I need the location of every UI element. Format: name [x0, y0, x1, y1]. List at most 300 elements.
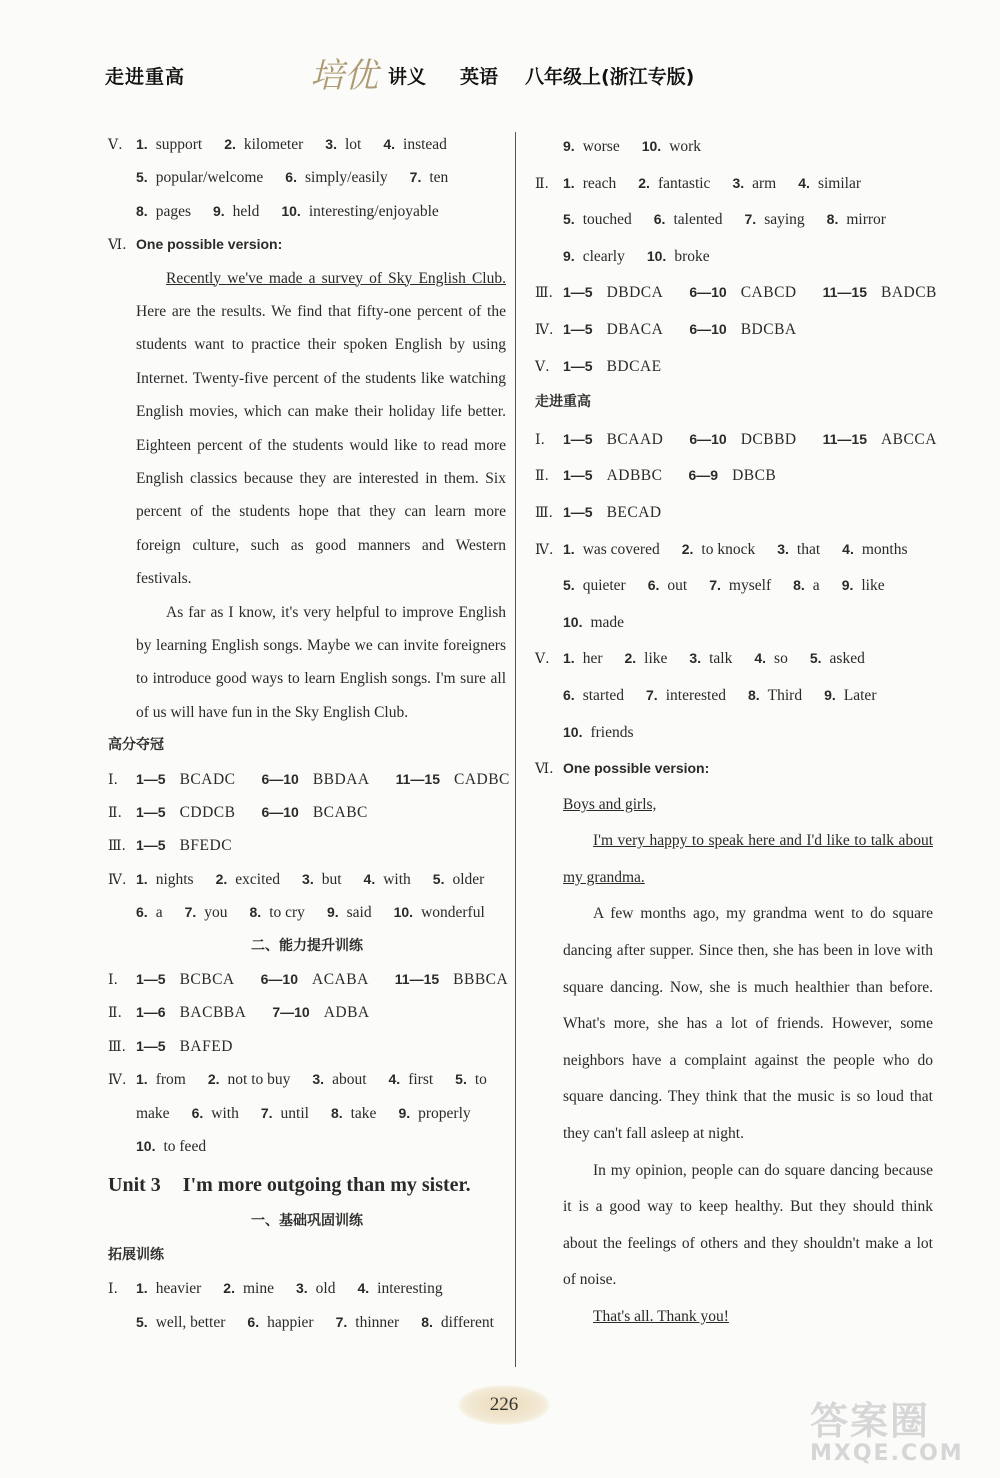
item-number: 3.	[312, 1071, 325, 1088]
item-number: 3.	[325, 136, 337, 152]
answer-item	[563, 687, 624, 704]
item-number: 1.	[136, 1280, 148, 1297]
answer-row	[535, 677, 933, 714]
speech-closing	[563, 1299, 933, 1336]
answer-item	[563, 175, 616, 192]
item-answer: her	[582, 650, 603, 668]
essay-opening: Recently we've made a survey of Sky English Club.	[166, 269, 506, 287]
zoujin-answers	[535, 421, 937, 750]
answer-item	[732, 175, 776, 192]
series-logo: 培优	[310, 56, 378, 96]
answer-item	[250, 904, 305, 921]
item-number: 6.	[136, 904, 148, 921]
item-answer: work	[669, 138, 702, 155]
item-number: 6.	[563, 686, 575, 703]
column-divider	[515, 132, 516, 1367]
answer-item	[136, 203, 191, 220]
answer-item	[223, 1280, 274, 1297]
item-answer: to	[474, 1071, 487, 1089]
answer-row	[108, 1306, 506, 1339]
item-number: 6.	[647, 577, 660, 594]
range-label: 1—6	[136, 1004, 166, 1021]
item-answer: to knock	[701, 540, 756, 558]
item-number: 4.	[357, 1280, 370, 1297]
item-answer: broke	[674, 247, 710, 265]
item-number: 1.	[136, 136, 148, 152]
roman-numeral: Ⅵ.	[108, 237, 127, 254]
roman-numeral: Ⅰ.	[108, 771, 118, 788]
item-number: 4.	[388, 1071, 401, 1088]
choice-sequence: BBBCA	[453, 970, 509, 988]
item-number: 9.	[212, 202, 225, 219]
item-number: 1.	[136, 870, 148, 887]
item-answer: myself	[728, 577, 772, 595]
item-answer: with	[383, 870, 411, 888]
roman-numeral: Ⅲ.	[108, 1038, 126, 1055]
closing-text: That's all. Thank you!	[593, 1308, 729, 1325]
answer-item	[213, 203, 259, 220]
answer-row	[535, 714, 933, 751]
answer-item	[563, 577, 626, 594]
item-answer: similar	[817, 174, 861, 192]
item-number: 9.	[326, 904, 339, 921]
item-number: 7.	[409, 169, 422, 186]
range-label: 1—5	[136, 1037, 166, 1054]
item-answer: quieter	[582, 577, 626, 595]
unit-title: I'm more outgoing than my sister.	[182, 1174, 471, 1197]
section-vi-heading	[108, 228, 506, 261]
item-answer: was covered	[582, 540, 660, 558]
answer-item	[410, 169, 449, 186]
answer-item	[842, 541, 907, 558]
item-number: 9.	[841, 577, 854, 594]
choice-sequence: CADBC	[453, 770, 510, 788]
roman-numeral: Ⅴ.	[535, 358, 550, 375]
item-number: 3.	[689, 650, 702, 667]
item-number: 4.	[363, 870, 376, 887]
speech-essay	[535, 787, 933, 1336]
answer-item	[281, 203, 438, 220]
item-answer: interested	[665, 686, 726, 704]
answer-item	[247, 1314, 313, 1331]
answer-row	[108, 161, 506, 194]
range-label: 6—10	[689, 320, 727, 337]
answer-item	[563, 614, 624, 631]
choice-sequence: BDCAE	[606, 357, 662, 375]
range-label: 11—15	[822, 430, 867, 447]
item-answer: you	[204, 904, 228, 922]
item-answer: reach	[582, 174, 617, 192]
answer-item	[624, 650, 667, 667]
answer-item	[136, 1105, 170, 1122]
answer-item	[216, 871, 280, 888]
choice-row	[108, 996, 506, 1029]
range-label: 1—5	[136, 970, 166, 987]
range-label: 1—5	[563, 284, 593, 301]
item-number: 5.	[432, 870, 445, 887]
item-number: 7.	[744, 211, 757, 228]
answer-item	[777, 541, 820, 558]
item-number: 5.	[563, 577, 575, 594]
item-answer: a	[155, 904, 163, 922]
item-number: 8.	[136, 202, 148, 219]
answer-row	[535, 531, 933, 568]
item-answer: like	[644, 650, 668, 668]
item-answer: heavier	[155, 1280, 202, 1298]
range-label: 6—9	[688, 467, 719, 484]
doc-type: 讲义	[388, 66, 427, 88]
range-label: 1—5	[136, 770, 166, 787]
item-number: 10.	[393, 904, 414, 921]
roman-numeral: Ⅱ.	[108, 805, 122, 822]
answer-item	[563, 211, 632, 228]
item-number: 9.	[563, 247, 575, 264]
roman-numeral: Ⅳ.	[108, 1072, 127, 1089]
item-number: 8.	[421, 1313, 433, 1330]
item-number: 10.	[641, 138, 662, 154]
nengli-answers	[108, 963, 509, 1163]
item-number: 2.	[681, 540, 694, 557]
answer-item	[754, 650, 787, 667]
item-answer: first	[408, 1071, 434, 1089]
item-answer: like	[861, 577, 885, 595]
answer-item	[192, 1105, 239, 1122]
item-answer: but	[321, 870, 342, 888]
item-answer: months	[861, 540, 908, 558]
item-answer: mine	[242, 1280, 274, 1298]
section-title-gaofen: 高分夺冠	[108, 737, 164, 754]
choice-answers	[535, 274, 937, 384]
item-answer: about	[332, 1071, 367, 1089]
answer-item	[364, 871, 411, 888]
answer-item	[136, 871, 194, 888]
choice-sequence: BDCBA	[740, 320, 797, 338]
item-number: 7.	[335, 1313, 348, 1330]
watermark-text: 答案圈	[810, 1399, 931, 1443]
item-answer: Third	[767, 686, 803, 704]
answer-row	[535, 128, 933, 165]
item-answer: that	[796, 540, 821, 558]
item-answer: made	[590, 613, 625, 631]
item-number: 10.	[563, 723, 583, 740]
item-answer: ten	[429, 169, 449, 187]
roman-numeral: Ⅲ.	[535, 285, 553, 302]
answer-item	[394, 904, 485, 921]
item-number: 5.	[136, 169, 148, 186]
choice-row	[108, 829, 506, 862]
range-label: 11—15	[822, 284, 867, 301]
item-number: 1.	[563, 540, 575, 557]
item-number: 9.	[563, 138, 575, 154]
choice-sequence: BCAAD	[606, 430, 664, 448]
range-label: 1—5	[563, 430, 593, 447]
answer-row	[108, 128, 506, 161]
item-number: 6.	[247, 1313, 260, 1330]
roman-numeral: Ⅰ.	[108, 971, 118, 988]
item-answer: from	[155, 1071, 186, 1089]
answer-item	[798, 175, 861, 192]
answer-item	[563, 138, 620, 155]
item-answer: make	[136, 1104, 170, 1122]
item-answer: saying	[764, 211, 805, 229]
item-number: 2.	[207, 1071, 220, 1088]
item-answer: with	[211, 1104, 239, 1122]
choice-sequence: DBACA	[606, 320, 664, 338]
answer-item	[224, 136, 303, 153]
item-answer: until	[280, 1104, 309, 1122]
choice-sequence: ADBA	[323, 1004, 370, 1022]
range-label: 6—10	[689, 430, 727, 447]
roman-numeral: Ⅳ.	[108, 871, 127, 888]
item-number: 1.	[563, 650, 575, 667]
item-answer: talented	[673, 211, 723, 229]
range-label: 1—5	[563, 503, 593, 520]
choice-row	[108, 796, 506, 829]
roman-numeral: Ⅲ.	[108, 838, 126, 855]
item-answer: started	[582, 686, 625, 704]
item-number: 3.	[295, 1280, 308, 1297]
choice-sequence: BAFED	[179, 1037, 233, 1055]
answer-row	[108, 1130, 506, 1163]
answer-item	[208, 1071, 291, 1088]
item-number: 6.	[653, 211, 666, 228]
item-number: 3.	[777, 540, 789, 557]
range-label: 1—5	[563, 467, 593, 484]
answer-item	[398, 1105, 470, 1122]
answer-item	[748, 687, 802, 704]
item-number: 2.	[223, 1280, 235, 1297]
item-number: 8.	[826, 211, 839, 228]
range-label: 1—5	[136, 837, 166, 854]
item-answer: a	[812, 577, 820, 595]
item-answer: touched	[582, 211, 632, 229]
roman-numeral: Ⅳ.	[535, 321, 554, 338]
item-answer: simply/easily	[304, 169, 388, 187]
choice-sequence: DBDCA	[606, 284, 664, 302]
answer-row	[108, 195, 506, 228]
answer-item	[654, 211, 723, 228]
answer-row	[535, 238, 933, 275]
item-number: 8.	[330, 1104, 343, 1121]
item-answer: different	[440, 1313, 494, 1331]
item-answer: properly	[418, 1104, 471, 1122]
answer-item	[383, 136, 447, 153]
section-title-nengli: 二、能力提升训练	[251, 937, 363, 954]
answer-item	[842, 577, 885, 594]
item-number: 5.	[563, 211, 575, 228]
unit-heading	[108, 1165, 506, 1205]
item-number: 7.	[646, 686, 658, 703]
item-number: 3.	[302, 870, 314, 887]
unit-number: Unit 3	[108, 1174, 161, 1197]
item-answer: out	[667, 577, 688, 595]
choice-sequence: CDDCB	[179, 804, 236, 822]
version-label: One possible version:	[136, 236, 283, 253]
answer-item	[563, 248, 625, 265]
item-answer: said	[346, 904, 372, 922]
answer-row	[108, 1063, 506, 1096]
answer-row	[535, 567, 933, 604]
roman-numeral: Ⅱ.	[108, 1005, 122, 1022]
item-number: 7.	[709, 577, 721, 594]
section-v-answers	[108, 128, 506, 228]
range-label: 11—15	[395, 770, 440, 787]
answer-item	[647, 248, 710, 265]
section-title-zoujin: 走进重高	[535, 394, 591, 411]
left-column	[108, 128, 510, 1339]
answer-item	[136, 1280, 201, 1297]
item-number: 4.	[754, 650, 767, 667]
answer-item	[296, 1280, 336, 1297]
item-number: 7.	[184, 904, 197, 921]
answer-item	[810, 650, 865, 667]
item-number: 3.	[732, 174, 745, 191]
answer-item	[331, 1105, 377, 1122]
answer-item	[827, 211, 886, 228]
range-label: 7—10	[272, 1004, 310, 1021]
section-title-jichu: 一、基础巩固训练	[251, 1213, 363, 1230]
answer-item	[421, 1314, 494, 1331]
choice-sequence: DCBBD	[740, 430, 797, 448]
item-answer: happier	[267, 1313, 314, 1331]
range-label: 1—5	[563, 320, 593, 337]
subject: 英语	[460, 66, 499, 88]
choice-row	[535, 348, 933, 385]
item-answer: arm	[752, 174, 777, 192]
choice-row	[535, 311, 933, 348]
item-number: 6.	[191, 1104, 204, 1121]
answer-item	[136, 904, 163, 921]
answer-item	[136, 136, 202, 153]
item-answer: to feed	[163, 1137, 207, 1155]
item-answer: not to buy	[227, 1071, 291, 1089]
choice-row	[108, 1030, 506, 1063]
answer-item	[793, 577, 820, 594]
roman-numeral: Ⅴ.	[535, 651, 550, 668]
gaofen-answers	[108, 763, 510, 930]
answer-row	[108, 896, 506, 929]
choice-row	[535, 421, 937, 458]
choice-sequence: BFEDC	[179, 837, 233, 855]
item-answer: instead	[403, 136, 447, 153]
choice-sequence: BBDAA	[312, 770, 370, 788]
item-answer: well, better	[155, 1313, 226, 1331]
answer-item	[455, 1071, 487, 1088]
answer-item	[745, 211, 805, 228]
roman-numeral: Ⅱ.	[535, 468, 549, 485]
essay-body: Here are the results. We find that fifty-one percent of the students want to practice their spoken English by using Internet. Twenty-five percent of the students like watching English movies, which can make their holiday life better. Eighteen percent of the students would like to read more English classics because they are interested in them. Six percent of the students hope that they can learn more foreign culture, such as good manners and Western festivals.	[136, 302, 506, 588]
choice-row	[535, 274, 937, 311]
item-answer: asked	[829, 650, 865, 668]
roman-numeral: Ⅴ.	[108, 137, 123, 153]
item-answer: take	[350, 1104, 377, 1122]
roman-numeral: Ⅳ.	[535, 541, 554, 558]
intro-text: I'm very happy to speak here and I'd like to talk about my grandma.	[563, 832, 933, 886]
answer-row	[108, 1097, 506, 1130]
answer-item	[136, 169, 263, 186]
item-answer: Later	[843, 686, 877, 704]
answer-item	[136, 1138, 206, 1155]
essay-paragraph	[136, 262, 506, 596]
item-answer: old	[315, 1280, 336, 1298]
item-number: 10.	[281, 202, 301, 219]
item-answer: thinner	[355, 1313, 400, 1331]
choice-sequence: BECAD	[606, 503, 662, 521]
item-number: 7.	[260, 1104, 273, 1121]
answer-item	[312, 1071, 366, 1088]
answer-item	[563, 650, 602, 667]
essay-paragraph: As far as I know, it's very helpful to improve English by learning English songs. Maybe we can invite foreigners to introduce good ways to learn English songs. I'm sure all of us will have fun in the Sky English Club.	[136, 603, 506, 721]
choice-row	[535, 457, 933, 494]
item-answer: mirror	[846, 211, 886, 229]
range-label: 6—10	[260, 970, 298, 987]
answer-item	[136, 1314, 225, 1331]
answer-item	[642, 138, 701, 155]
answer-item	[336, 1314, 400, 1331]
right-column	[535, 128, 937, 1336]
item-answer: interesting/enjoyable	[308, 202, 439, 220]
item-number: 4.	[842, 540, 854, 557]
item-answer: clearly	[582, 247, 625, 265]
item-number: 9.	[398, 1104, 411, 1121]
item-number: 10.	[136, 1137, 156, 1154]
answer-row	[108, 863, 506, 896]
answer-row	[535, 165, 933, 202]
speech-paragraph: In my opinion, people can do square dancing because it is a good way to keep healthy. But they should think about the feelings of others and they shouldn't make a lot of noise.	[563, 1161, 933, 1289]
item-answer: lot	[344, 136, 362, 153]
choice-sequence: ACABA	[312, 970, 369, 988]
item-answer: held	[232, 202, 260, 220]
item-answer: support	[155, 136, 203, 153]
answer-item	[389, 1071, 434, 1088]
answer-item	[357, 1280, 442, 1297]
item-answer: worse	[582, 138, 620, 155]
answer-item	[689, 650, 732, 667]
choice-row	[108, 763, 510, 796]
item-number: 10.	[563, 613, 583, 630]
section-title-tuozhan: 拓展训练	[108, 1246, 164, 1263]
answer-item	[302, 871, 342, 888]
page-number: 226	[458, 1385, 550, 1425]
speech-paragraph: A few months ago, my grandma went to do square dancing after supper. Since then, she has been in love with square dancing. Now, she is much healthier than before. What's more, she has a lot of friends. However, some neighbors have a complaint against the people who do square dancing. They think that the music is so loud that they can't fall asleep at night.	[563, 905, 933, 1143]
answer-item	[648, 577, 688, 594]
range-label: 11—15	[394, 970, 440, 987]
item-answer: fantastic	[657, 174, 711, 192]
answer-row	[535, 201, 933, 238]
item-answer: wonderful	[421, 904, 485, 922]
item-number: 9.	[824, 686, 836, 703]
item-answer: to cry	[269, 904, 305, 922]
item-number: 1.	[136, 1071, 148, 1088]
brand-title: 走进重高	[105, 66, 186, 88]
item-answer: so	[774, 650, 788, 668]
roman-numeral: Ⅰ.	[108, 1281, 118, 1298]
item-number: 2.	[224, 136, 236, 152]
speech-greeting	[563, 787, 933, 824]
choice-sequence: CABCD	[740, 284, 797, 302]
item-number: 6.	[285, 169, 297, 186]
item-number: 5.	[455, 1071, 467, 1088]
watermark-url: MXQE.COM	[810, 1441, 964, 1466]
watermark-logo	[810, 1390, 964, 1466]
answer-item	[709, 577, 771, 594]
item-answer: kilometer	[243, 136, 304, 153]
answer-item	[682, 541, 756, 558]
answer-item	[563, 724, 634, 741]
choice-sequence: BADCB	[880, 284, 937, 302]
answer-item	[327, 904, 372, 921]
item-answer: friends	[590, 723, 634, 741]
